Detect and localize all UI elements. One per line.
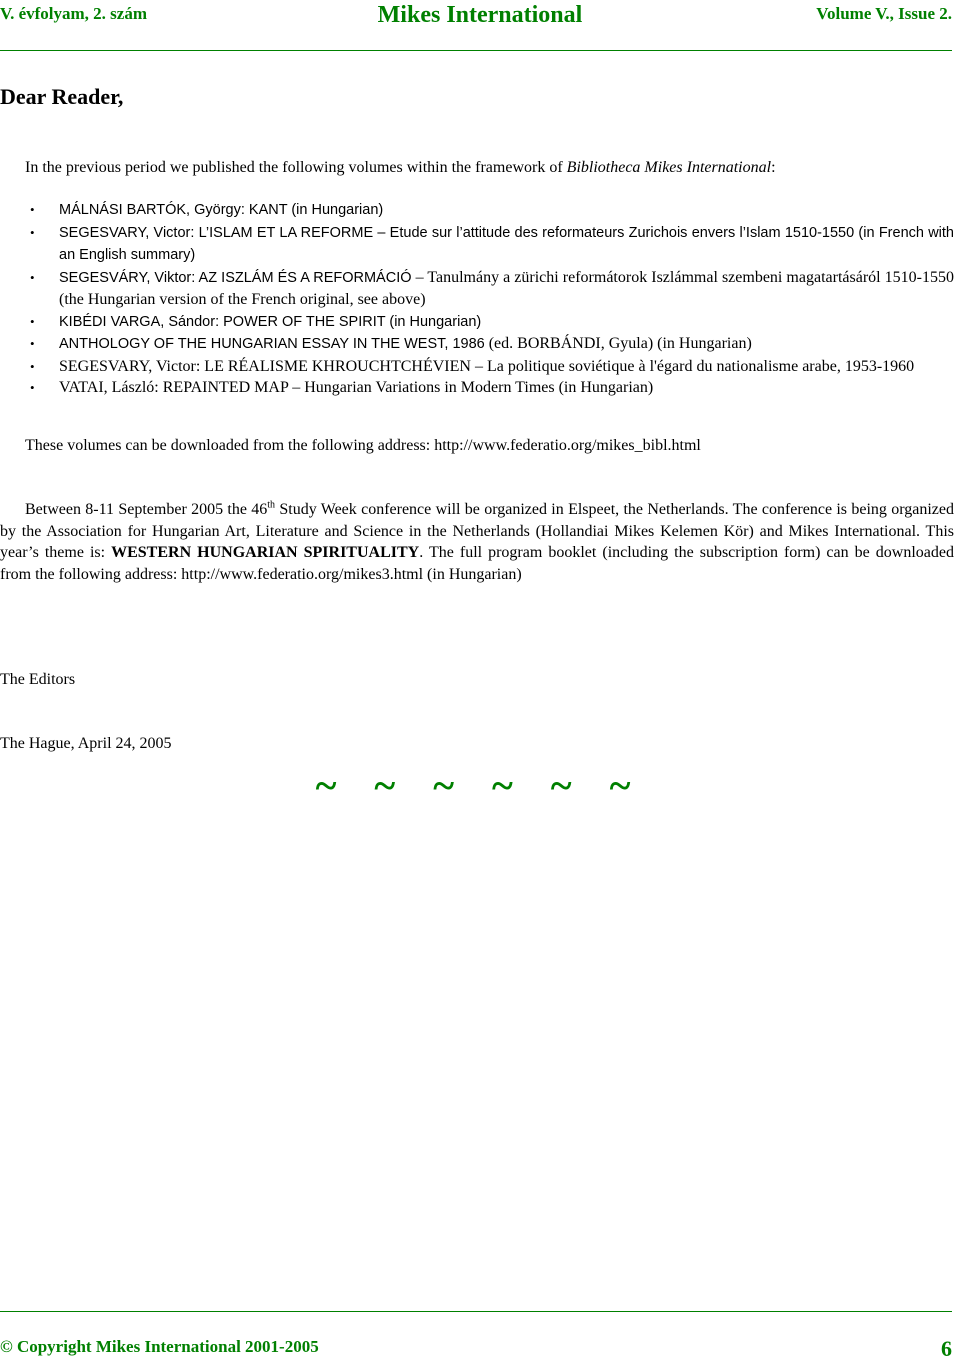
conference-paragraph — [0, 499, 954, 585]
page-number: 6 — [941, 1336, 952, 1361]
bullet-icon: • — [30, 336, 35, 351]
list-item — [30, 222, 954, 267]
list-item — [30, 311, 954, 334]
editors-signature: The Editors — [0, 671, 76, 688]
list-item — [30, 333, 954, 356]
header-journal-title: Mikes International — [377, 2, 583, 28]
volume-tail: (ed. BORBÁNDI, Gyula) (in Hungarian) — [488, 335, 752, 352]
header-volume-english: Volume V., Issue 2. — [816, 4, 952, 23]
download-line: These volumes can be downloaded from the following address: http://www.federatio.org/mikes_bibl.html — [25, 437, 701, 454]
bullet-icon: • — [30, 224, 35, 240]
intro-colon: : — [771, 159, 776, 176]
conference-text-2: Study Week conference will be organized in Elspeet, the Netherlands. The conference is being organized by the Association for Hungarian Art, Literature and Science in the Netherlands (Hollandiai Mikes Kelemen Kör) and Mikes International. This year’s theme is: — [0, 501, 955, 561]
header-rule — [0, 50, 952, 51]
greeting: Dear Reader, — [0, 84, 124, 109]
volume-head: ANTHOLOGY OF THE HUNGARIAN ESSAY IN THE WEST, 1986 — [59, 336, 485, 352]
list-item — [30, 377, 954, 399]
list-item — [30, 267, 954, 311]
tilde-ornament: ~ ~ ~ ~ ~ ~ — [315, 763, 645, 808]
bullet-icon: • — [30, 202, 35, 217]
volume-tail: – La politique soviétique à l'égard du nationalisme arabe, 1953-1960 — [474, 357, 915, 375]
volume-head: SEGESVARY, Victor: LE RÉALISME KHROUCHTCHÉVIEN — [59, 357, 471, 375]
volume-tail: VATAI, László: REPAINTED MAP – Hungarian Variations in Modern Times (in Hungarian) — [59, 379, 654, 396]
list-item — [30, 356, 954, 378]
date-line: The Hague, April 24, 2005 — [0, 735, 172, 752]
conference-theme: WESTERN HUNGARIAN SPIRITUALITY — [111, 544, 420, 561]
bullet-icon: • — [30, 358, 35, 374]
conference-url: http://www.federatio.org/mikes3.html (in Hungarian) — [181, 565, 522, 583]
footer-rule — [0, 1311, 952, 1312]
volume-tail: – Etude sur l’attitude des reformateurs Zurichois envers l’Islam 1510-1550 (in French with an English summary) — [59, 224, 954, 263]
volume-tail: – Tanulmány a zürichi reformátorok Iszlámmal szembeni magatartásáról 1510-1550 (the Hungarian version of the French original, see above) — [59, 268, 954, 308]
series-name: Bibliotheca Mikes International — [566, 159, 772, 176]
volume-head: SEGESVARY, Victor: L’ISLAM ET LA REFORME — [59, 224, 374, 241]
volume-head: SEGESVÁRY, Viktor: AZ ISZLÁM ÉS A REFORMÁCIÓ — [59, 269, 412, 286]
intro-paragraph — [25, 157, 776, 179]
header-volume-hungarian: V. évfolyam, 2. szám — [0, 4, 147, 23]
bullet-icon: • — [30, 380, 35, 395]
conference-text-3: . The full program booklet (including the subscription form) can be downloaded from the following address: — [0, 544, 954, 583]
intro-text: In the previous period we published the following volumes within the framework of — [25, 159, 563, 176]
volume-head: MÁLNÁSI BARTÓK, György: KANT (in Hungarian) — [59, 202, 384, 218]
ordinal-suffix: th — [267, 499, 276, 511]
bullet-icon: • — [30, 269, 35, 285]
bullet-icon: • — [30, 313, 35, 329]
footer-copyright: © Copyright Mikes International 2001-2005 — [0, 1337, 319, 1356]
volume-list — [30, 199, 954, 399]
volume-head: KIBÉDI VARGA, Sándor: POWER OF THE SPIRIT (in Hungarian) — [59, 313, 482, 330]
list-item — [30, 199, 954, 222]
conference-text-1: Between 8-11 September 2005 the 46 — [25, 501, 268, 518]
